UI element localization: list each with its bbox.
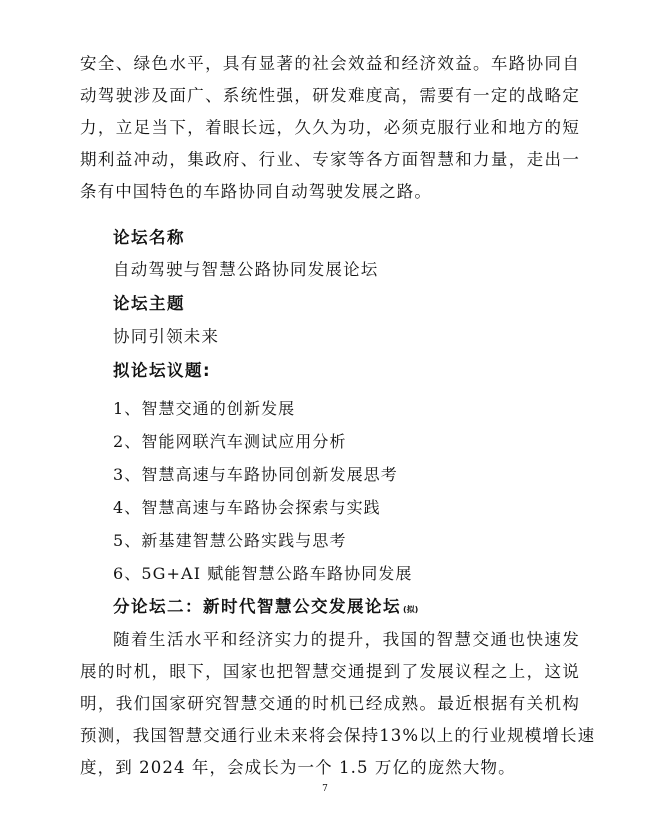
forum-theme: 协同引领未来 [113, 327, 220, 346]
topic-item: 1、智慧交通的创新发展 [113, 399, 296, 418]
forum-name-heading: 论坛名称 [113, 228, 185, 247]
topic-item: 5、新基建智慧公路实践与思考 [113, 531, 347, 550]
forum-theme-heading: 论坛主题 [113, 294, 185, 313]
intro-line: 力，立足当下，着眼长远，久久为功，必须克服行业和地方的短 [80, 118, 580, 137]
subforum-heading [113, 595, 418, 622]
topic-item: 2、智能网联汽车测试应用分析 [113, 432, 347, 451]
intro-line: 条有中国特色的车路协同自动驾驶发展之路。 [80, 182, 432, 201]
topics-heading: 拟论坛议题: [113, 361, 212, 380]
topic-item: 6、5G+AI 赋能智慧公路车路协同发展 [113, 564, 413, 583]
intro-line: 安全、绿色水平，具有显著的社会效益和经济效益。车路协同自 [80, 54, 580, 73]
topic-item: 3、智慧高速与车路协同创新发展思考 [113, 465, 398, 484]
intro-line: 期利益冲动，集政府、行业、专家等各方面智慧和力量，走出一 [80, 150, 580, 169]
subforum-note: (拟) [403, 605, 419, 614]
subforum-line [113, 628, 580, 652]
subforum-line: 预测，我国智慧交通行业未来将会保持13%以上的行业规模增长速 [80, 726, 596, 745]
subforum-line: 展的时机，眼下，国家也把智慧交通提到了发展议程之上，这说 [80, 662, 580, 681]
subforum-line-text: 随着生活水平和经济实力的提升，我国的智慧交通也快速发 [113, 630, 580, 649]
topic-item: 4、智慧高速与车路协会探索与实践 [113, 498, 381, 517]
page-number: 7 [322, 784, 328, 794]
subforum-line: 明，我们国家研究智慧交通的时机已经成熟。最近根据有关机构 [80, 694, 580, 713]
subforum-line: 度，到 2024 年，会成长为一个 1.5 万亿的庞然大物。 [80, 758, 516, 777]
subforum-title: 分论坛二：新时代智慧公交发展论坛 [113, 597, 401, 616]
forum-name: 自动驾驶与智慧公路协同发展论坛 [113, 260, 379, 279]
intro-line: 动驾驶涉及面广、系统性强，研发难度高，需要有一定的战略定 [80, 86, 580, 105]
